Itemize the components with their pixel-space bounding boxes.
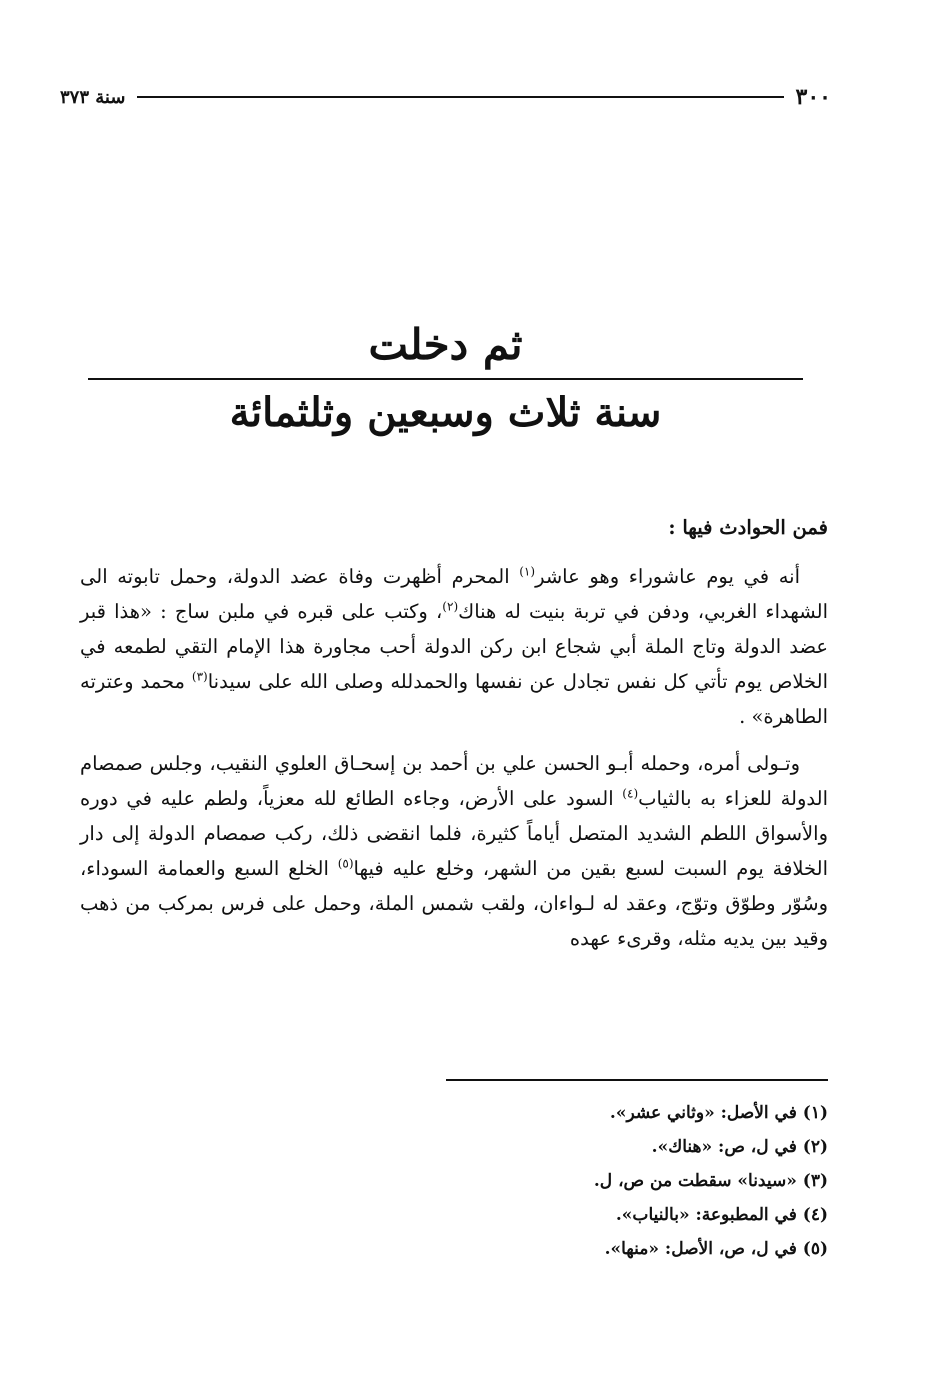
footnotes bbox=[300, 1096, 828, 1266]
footnote-rule bbox=[446, 1079, 828, 1081]
running-year-label: سنة ٣٧٣ bbox=[60, 86, 126, 108]
footnote-3: (٣) «سيدنا» سقطت من ص، ل. bbox=[593, 1171, 828, 1191]
footnote-ref-3: (٣) bbox=[191, 669, 208, 684]
title-rule bbox=[88, 378, 803, 380]
body-text bbox=[80, 510, 828, 968]
footnote-ref-4: (٤) bbox=[622, 786, 639, 801]
title-line-1: ثم دخلت bbox=[368, 320, 523, 369]
footnote-5: (٥) في ل، ص، الأصل: «منها». bbox=[604, 1239, 828, 1259]
footnote-1: (١) في الأصل: «وثاني عشر». bbox=[609, 1103, 828, 1123]
footnote-ref-1: (١) bbox=[519, 564, 536, 579]
page-number: ٣٠٠ bbox=[795, 84, 831, 110]
paragraph-2: وتـولى أمره، وحمله أبـو الحسن علي بن أحمد بن إسحـاق العلوي النقيب، وجلس صمصام الدولة للعزاء به بالثياب$^{(٤)}$ السود على الأرض، وجاءه الطائع لله معزياً، ولطم عليه في دوره والأسواق اللطم الشديد المتصل أياماً كثيرة، فلما انقضى ذلك، ركب صمصام الدولة إلى دار الخلافة يوم السبت لسبع بقين من الشهر، وخلع عليه فيها$^{(٥)}$ الخلع السبع والعمامة السوداء، وسُوّر وطوّق وتوّج، وعقد له لـواءان، ولقب شمس الملة، وحمل على فرس بمركب من ذهب وقيد بين يديه مثله، وقرىء عهده bbox=[80, 752, 828, 950]
chapter-title bbox=[88, 318, 803, 440]
footnote-4: (٤) في المطبوعة: «بالنياب». bbox=[615, 1205, 828, 1225]
footnote-2: (٢) في ل، ص: «هناك». bbox=[651, 1137, 828, 1157]
paragraph-1: أنه في يوم عاشوراء وهو عاشر$^{(١)}$ المحرم أظهرت وفاة عضد الدولة، وحمل تابوته الى الشهداء الغربي، ودفن في تربة بنيت له هناك$^{(٢)}$، وكتب على قبره في ملبن ساج : «هذا قبر عضد الدولة وتاج الملة أبي شجاع ابن ركن الدولة أحب مجاورة هذا الإمام التقي لطمعه في الخلاص يوم تأتي كل نفس تجادل عن نفسها والحمدلله وصلى الله على سيدنا$^{(٣)}$ محمد وعترته الطاهرة» . bbox=[80, 564, 828, 728]
header-rule bbox=[137, 96, 783, 98]
running-header bbox=[60, 82, 831, 112]
section-heading: فمن الحوادث فيها : bbox=[668, 516, 828, 539]
footnote-ref-5: (٥) bbox=[337, 856, 354, 871]
title-line-2: سنة ثلاث وسبعين وثلثمائة bbox=[229, 389, 662, 436]
footnote-ref-2: (٢) bbox=[442, 599, 459, 614]
